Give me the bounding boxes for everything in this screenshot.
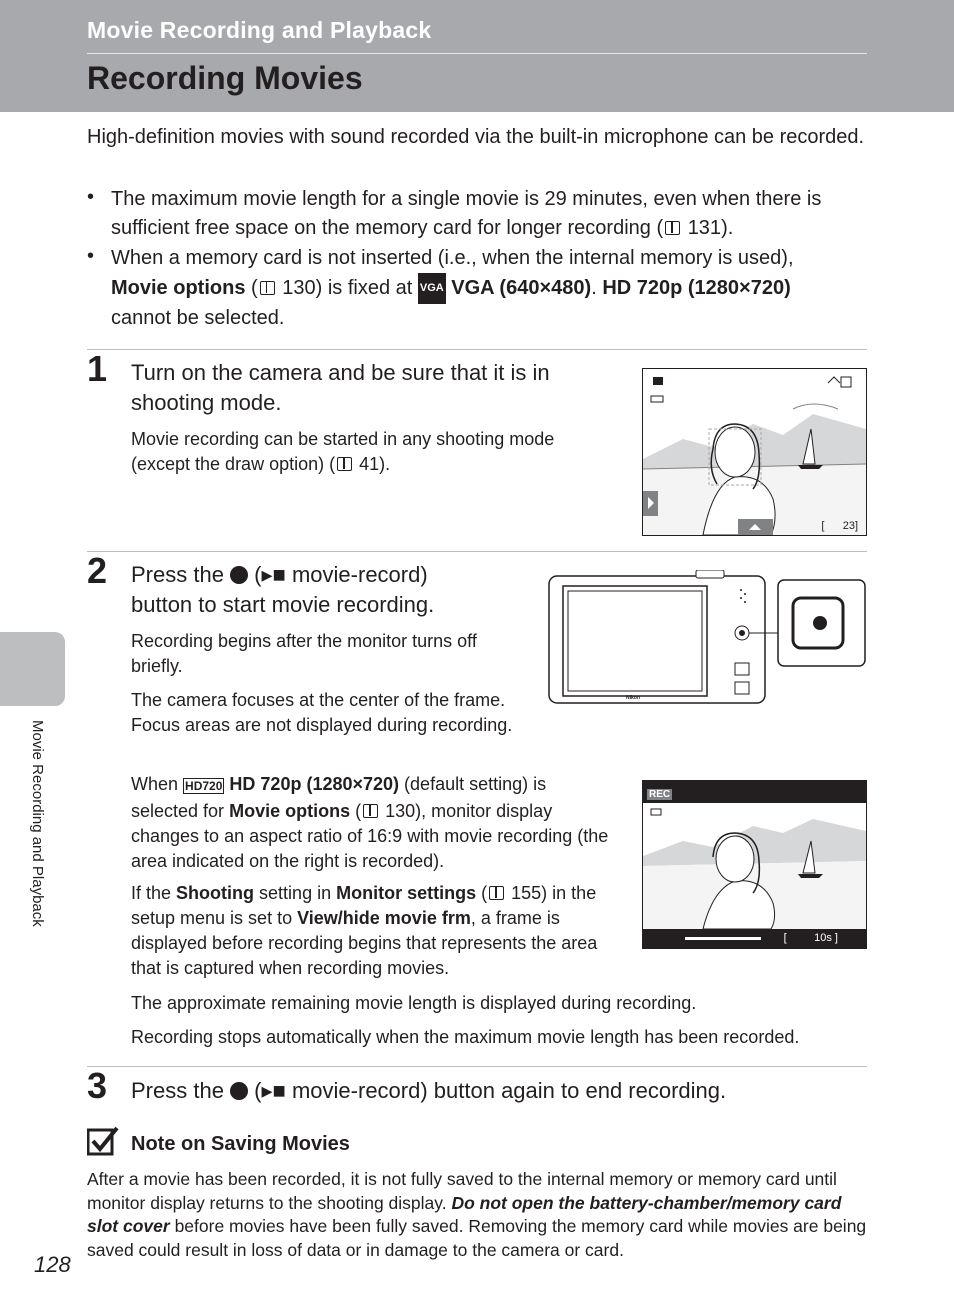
page-title: Recording Movies: [87, 60, 363, 96]
step-number: 3: [87, 1065, 108, 1106]
step2-p6: Recording stops automatically when the maximum movie length has been recorded.: [131, 1027, 800, 1047]
header-rule: [87, 53, 867, 54]
book-icon: [489, 886, 504, 900]
book-icon: [363, 804, 378, 818]
movie-icon: ▸■: [261, 562, 286, 587]
vga-icon: VGA: [418, 273, 446, 304]
record-button-icon: [230, 566, 248, 584]
section-title: Movie Recording and Playback: [87, 17, 432, 43]
note-body: After a movie has been recorded, it is not fully saved to the internal memory or memory card until monitor display returns to the shooting display. Do not open the battery-chamber/memory card slot cover before movies have been fully saved. Removing the memory card while movies are being saved could result in loss of data or in damage to the camera or card.: [87, 1169, 867, 1260]
book-icon: [260, 281, 275, 295]
step2-p5: The approximate remaining movie length is displayed during recording.: [131, 993, 697, 1013]
recording-scene-illustration: [643, 781, 866, 948]
note-check-icon: [87, 1126, 119, 1161]
chapter-tab: [0, 632, 65, 706]
bullet-dot: •: [87, 245, 95, 267]
camera-mode-icon: [653, 377, 663, 385]
step3-heading: Press the (▸■ movie-record) button again to end recording.: [131, 1078, 727, 1103]
intro-bullet-2: When a memory card is not inserted (i.e., when the internal memory is used), Movie options ( 130) is fixed at VGA VGA (640×480). HD 720p (1280×720) cannot be selected.: [111, 247, 794, 329]
camera-back-illustration: [548, 570, 866, 705]
step2-heading: Press the (▸■ movie-record) button to start movie recording.: [131, 562, 435, 617]
shooting-scene-illustration: [643, 369, 866, 535]
step1-body: Movie recording can be started in any shooting mode (except the draw option) ( 41).: [131, 429, 555, 474]
step2-p2: The camera focuses at the center of the frame. Focus areas are not displayed during recording.: [131, 690, 513, 735]
step-number: 1: [87, 348, 108, 389]
chapter-side-label: Movie Recording and Playback: [29, 720, 46, 927]
remaining-time-counter: [ 10s ]: [783, 932, 838, 944]
note-title: Note on Saving Movies: [131, 1133, 350, 1155]
intro-text: High-definition movies with sound recorded via the built-in microphone can be recorded.: [87, 126, 865, 148]
step1-heading: Turn on the camera and be sure that it is in shooting mode.: [131, 360, 550, 415]
shots-remaining-counter: [ 23]: [821, 520, 858, 532]
rec-indicator-badge: REC: [649, 789, 671, 800]
book-icon: [337, 457, 352, 471]
intro-bullet-1: The maximum movie length for a single movie is 29 minutes, even when there is sufficient free space on the memory card for longer recording ( 131).: [111, 188, 822, 239]
brand-logo: Nikon: [626, 695, 640, 701]
step2-p1: Recording begins after the monitor turns off briefly.: [131, 631, 477, 676]
record-button-icon: [230, 1082, 248, 1100]
bullet-dot: •: [87, 186, 95, 208]
step-number: 2: [87, 550, 108, 591]
recording-monitor-image: [642, 780, 867, 949]
step2-p4: If the Shooting setting in Monitor settings ( 155) in the setup menu is set to View/hide movie frm, a frame is displayed before recording begins that represents the area that is captured when recording movies.: [131, 883, 598, 978]
step2-p3: When HD720 HD 720p (1280×720) (default setting) is selected for Movie options ( 130), monitor display changes to an aspect ratio of 16:9 with movie recording (the area indicated on the right is recorded).: [131, 774, 609, 871]
book-icon: [665, 221, 680, 235]
divider: [87, 1066, 867, 1067]
divider: [87, 349, 867, 350]
shooting-monitor-image: [642, 368, 867, 536]
page-number: 128: [34, 1252, 71, 1277]
hd720-icon: HD720: [185, 779, 223, 793]
movie-icon: ▸■: [261, 1078, 286, 1103]
divider: [87, 551, 867, 552]
